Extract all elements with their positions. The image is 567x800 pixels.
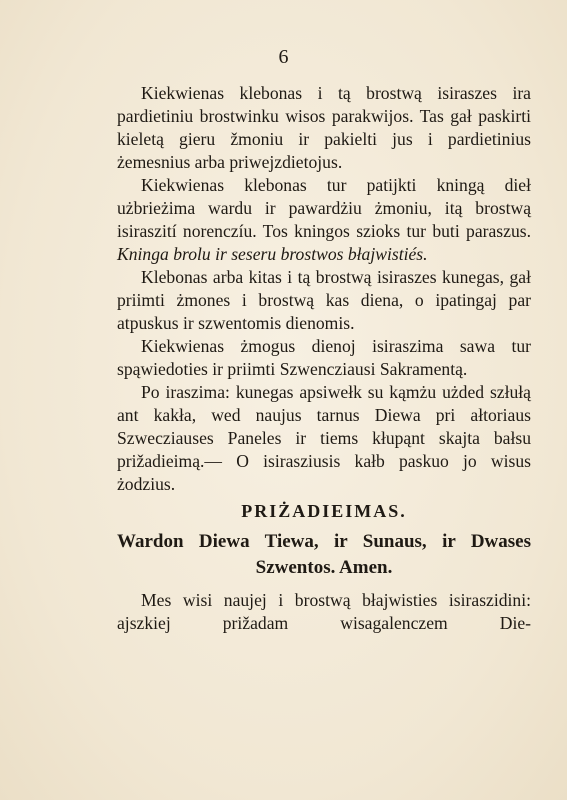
- page-body: [117, 82, 531, 635]
- paragraph-5: Po iraszima: kunegas apsiwełk su kąmżu użded szłułą ant kakła, wed naujus tarnus Diewa pri ałtoriaus Szwecziauses Paneles ir tiems kłupąnt skajta bałsu prižadieimą.— O isirasziusis kałb paskuo jo wisus żodzius.: [117, 382, 531, 494]
- book-title-italic: Kninga brolu ir seseru brostwos błajwistiés.: [117, 244, 428, 264]
- paragraph-3: Klebonas arba kitas i tą brostwą isiraszes kunegas, gał priimti żmones i brostwą kas diena, o ipatingaj par atpuskus ir szwentomis dienomis.: [117, 267, 531, 333]
- prayer-title-line-2: Szwentos. Amen.: [255, 557, 393, 578]
- paragraph-2-text: Kiekwienas klebonas tur patijkti kningą dieł użbrieżima wardu ir pawardżiu żmoniu, itą brostwą isiraszití norenczíu. Tos kningos szioks tur buti paraszus.: [117, 175, 531, 241]
- paragraph-1: Kiekwienas klebonas i tą brostwą isiraszes ira pardietiniu brostwinku wisos parakwijos. Tas gał paskirti kieletą gieru žmoniu ir pakielti jus i pardietinius żemesnius arba priwejzdietojus.: [117, 83, 531, 172]
- closing-paragraph: Mes wisi naujej i brostwą błajwisties isiraszidini: ajszkiej prižadam wisagalenczem Die-: [117, 590, 531, 633]
- section-heading: PRIŻADIEIMAS.: [241, 501, 407, 521]
- page-number: 6: [278, 46, 289, 68]
- paragraph-4: Kiekwienas żmogus dienoj isiraszima sawa tur spąwiedoties ir priimti Szwencziausi Sakramentą.: [117, 336, 531, 379]
- paragraph-2: [117, 174, 531, 266]
- prayer-title: [117, 529, 531, 581]
- prayer-title-line-1: Wardon Diewa Tiewa, ir Sunaus, ir Dwases: [117, 531, 531, 552]
